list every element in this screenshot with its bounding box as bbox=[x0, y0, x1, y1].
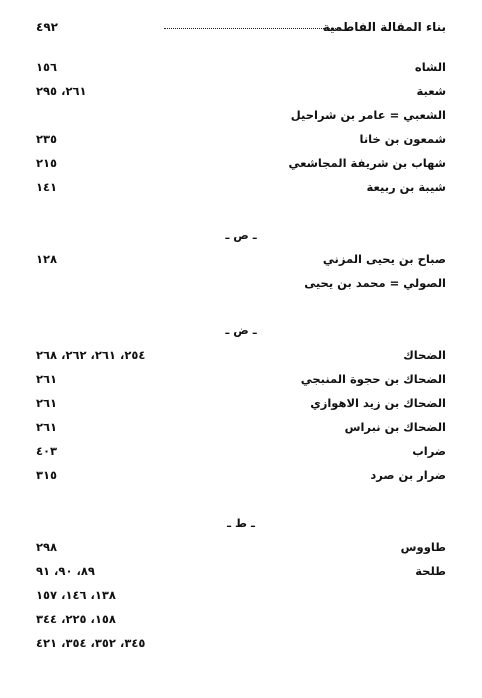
entry-pages: ٣٤٥، ٣٥٢، ٣٥٤، ٤٢١ bbox=[36, 636, 146, 650]
entry-pages: ٢٥٤، ٢٦١، ٢٦٢، ٢٦٨ bbox=[36, 348, 146, 362]
running-header bbox=[36, 20, 446, 38]
entry-pages: ١٤١ bbox=[36, 180, 58, 194]
entry-name: طاووس bbox=[400, 540, 446, 554]
index-entry bbox=[36, 58, 446, 76]
entry-pages: ٢٦١ bbox=[36, 396, 58, 410]
section-heading: ـ ط ـ bbox=[227, 516, 255, 530]
entry-pages: ٨٩، ٩٠، ٩١ bbox=[36, 564, 95, 578]
entry-pages: ٤٠٣ bbox=[36, 444, 58, 458]
entry-name: طلحة bbox=[415, 564, 446, 578]
book-title: بناء المقالة الفاطمية bbox=[322, 20, 446, 34]
entry-name: شهاب بن شريفة المجاشعي bbox=[288, 156, 446, 170]
entry-pages: ٢٦١ bbox=[36, 372, 58, 386]
entry-pages: ٢٦١ bbox=[36, 420, 58, 434]
index-entry bbox=[36, 370, 446, 388]
header-leader-dots bbox=[164, 28, 340, 29]
entry-name: صباح بن يحيى المزني bbox=[322, 252, 446, 266]
index-entry bbox=[36, 178, 446, 196]
entry-name: الشاه bbox=[414, 60, 446, 74]
entry-pages: ٢٦١، ٢٩٥ bbox=[36, 84, 87, 98]
index-entry bbox=[36, 274, 446, 292]
entry-name: شعبة bbox=[416, 84, 446, 98]
index-entry bbox=[36, 250, 446, 268]
index-entry bbox=[36, 154, 446, 172]
entry-name: الضحاك bbox=[403, 348, 446, 362]
entry-name: ضرار بن صرد bbox=[370, 468, 446, 482]
entry-name: الضحاك بن حجوة المنبجي bbox=[300, 372, 446, 386]
page-number: ٤٩٢ bbox=[36, 20, 58, 34]
index-entry bbox=[36, 466, 446, 484]
index-entry bbox=[36, 418, 446, 436]
index-entry bbox=[36, 538, 446, 556]
index-entry-continuation bbox=[36, 586, 446, 604]
index-entry bbox=[36, 346, 446, 364]
section-heading: ـ ض ـ bbox=[225, 323, 257, 337]
entry-pages: ٢١٥ bbox=[36, 156, 58, 170]
index-entry bbox=[36, 130, 446, 148]
index-entry-continuation bbox=[36, 634, 446, 652]
entry-pages: ٣١٥ bbox=[36, 468, 58, 482]
index-entry bbox=[36, 562, 446, 580]
index-entry-continuation bbox=[36, 610, 446, 628]
index-entry bbox=[36, 442, 446, 460]
entry-pages: ١٢٨ bbox=[36, 252, 58, 266]
entry-pages: ٢٣٥ bbox=[36, 132, 58, 146]
entry-pages: ١٥٨، ٢٢٥، ٣٤٤ bbox=[36, 612, 116, 626]
entry-name: الشعبي = عامر بن شراحيل bbox=[290, 108, 446, 122]
entry-name: الضحاك بن زيد الاهوازي bbox=[310, 396, 446, 410]
entry-name: شمعون بن خانا bbox=[359, 132, 446, 146]
index-entry bbox=[36, 394, 446, 412]
index-entry bbox=[36, 106, 446, 124]
entry-pages: ٢٩٨ bbox=[36, 540, 58, 554]
index-entry bbox=[36, 82, 446, 100]
entry-name: ضراب bbox=[412, 444, 446, 458]
section-heading: ـ ص ـ bbox=[225, 228, 257, 242]
entry-pages: ١٣٨، ١٤٦، ١٥٧ bbox=[36, 588, 116, 602]
entry-name: الضحاك بن نبراس bbox=[344, 420, 446, 434]
entry-name: شيبة بن ربيعة bbox=[366, 180, 446, 194]
entry-pages: ١٥٦ bbox=[36, 60, 58, 74]
entry-name: الصولي = محمد بن يحيى bbox=[304, 276, 446, 290]
